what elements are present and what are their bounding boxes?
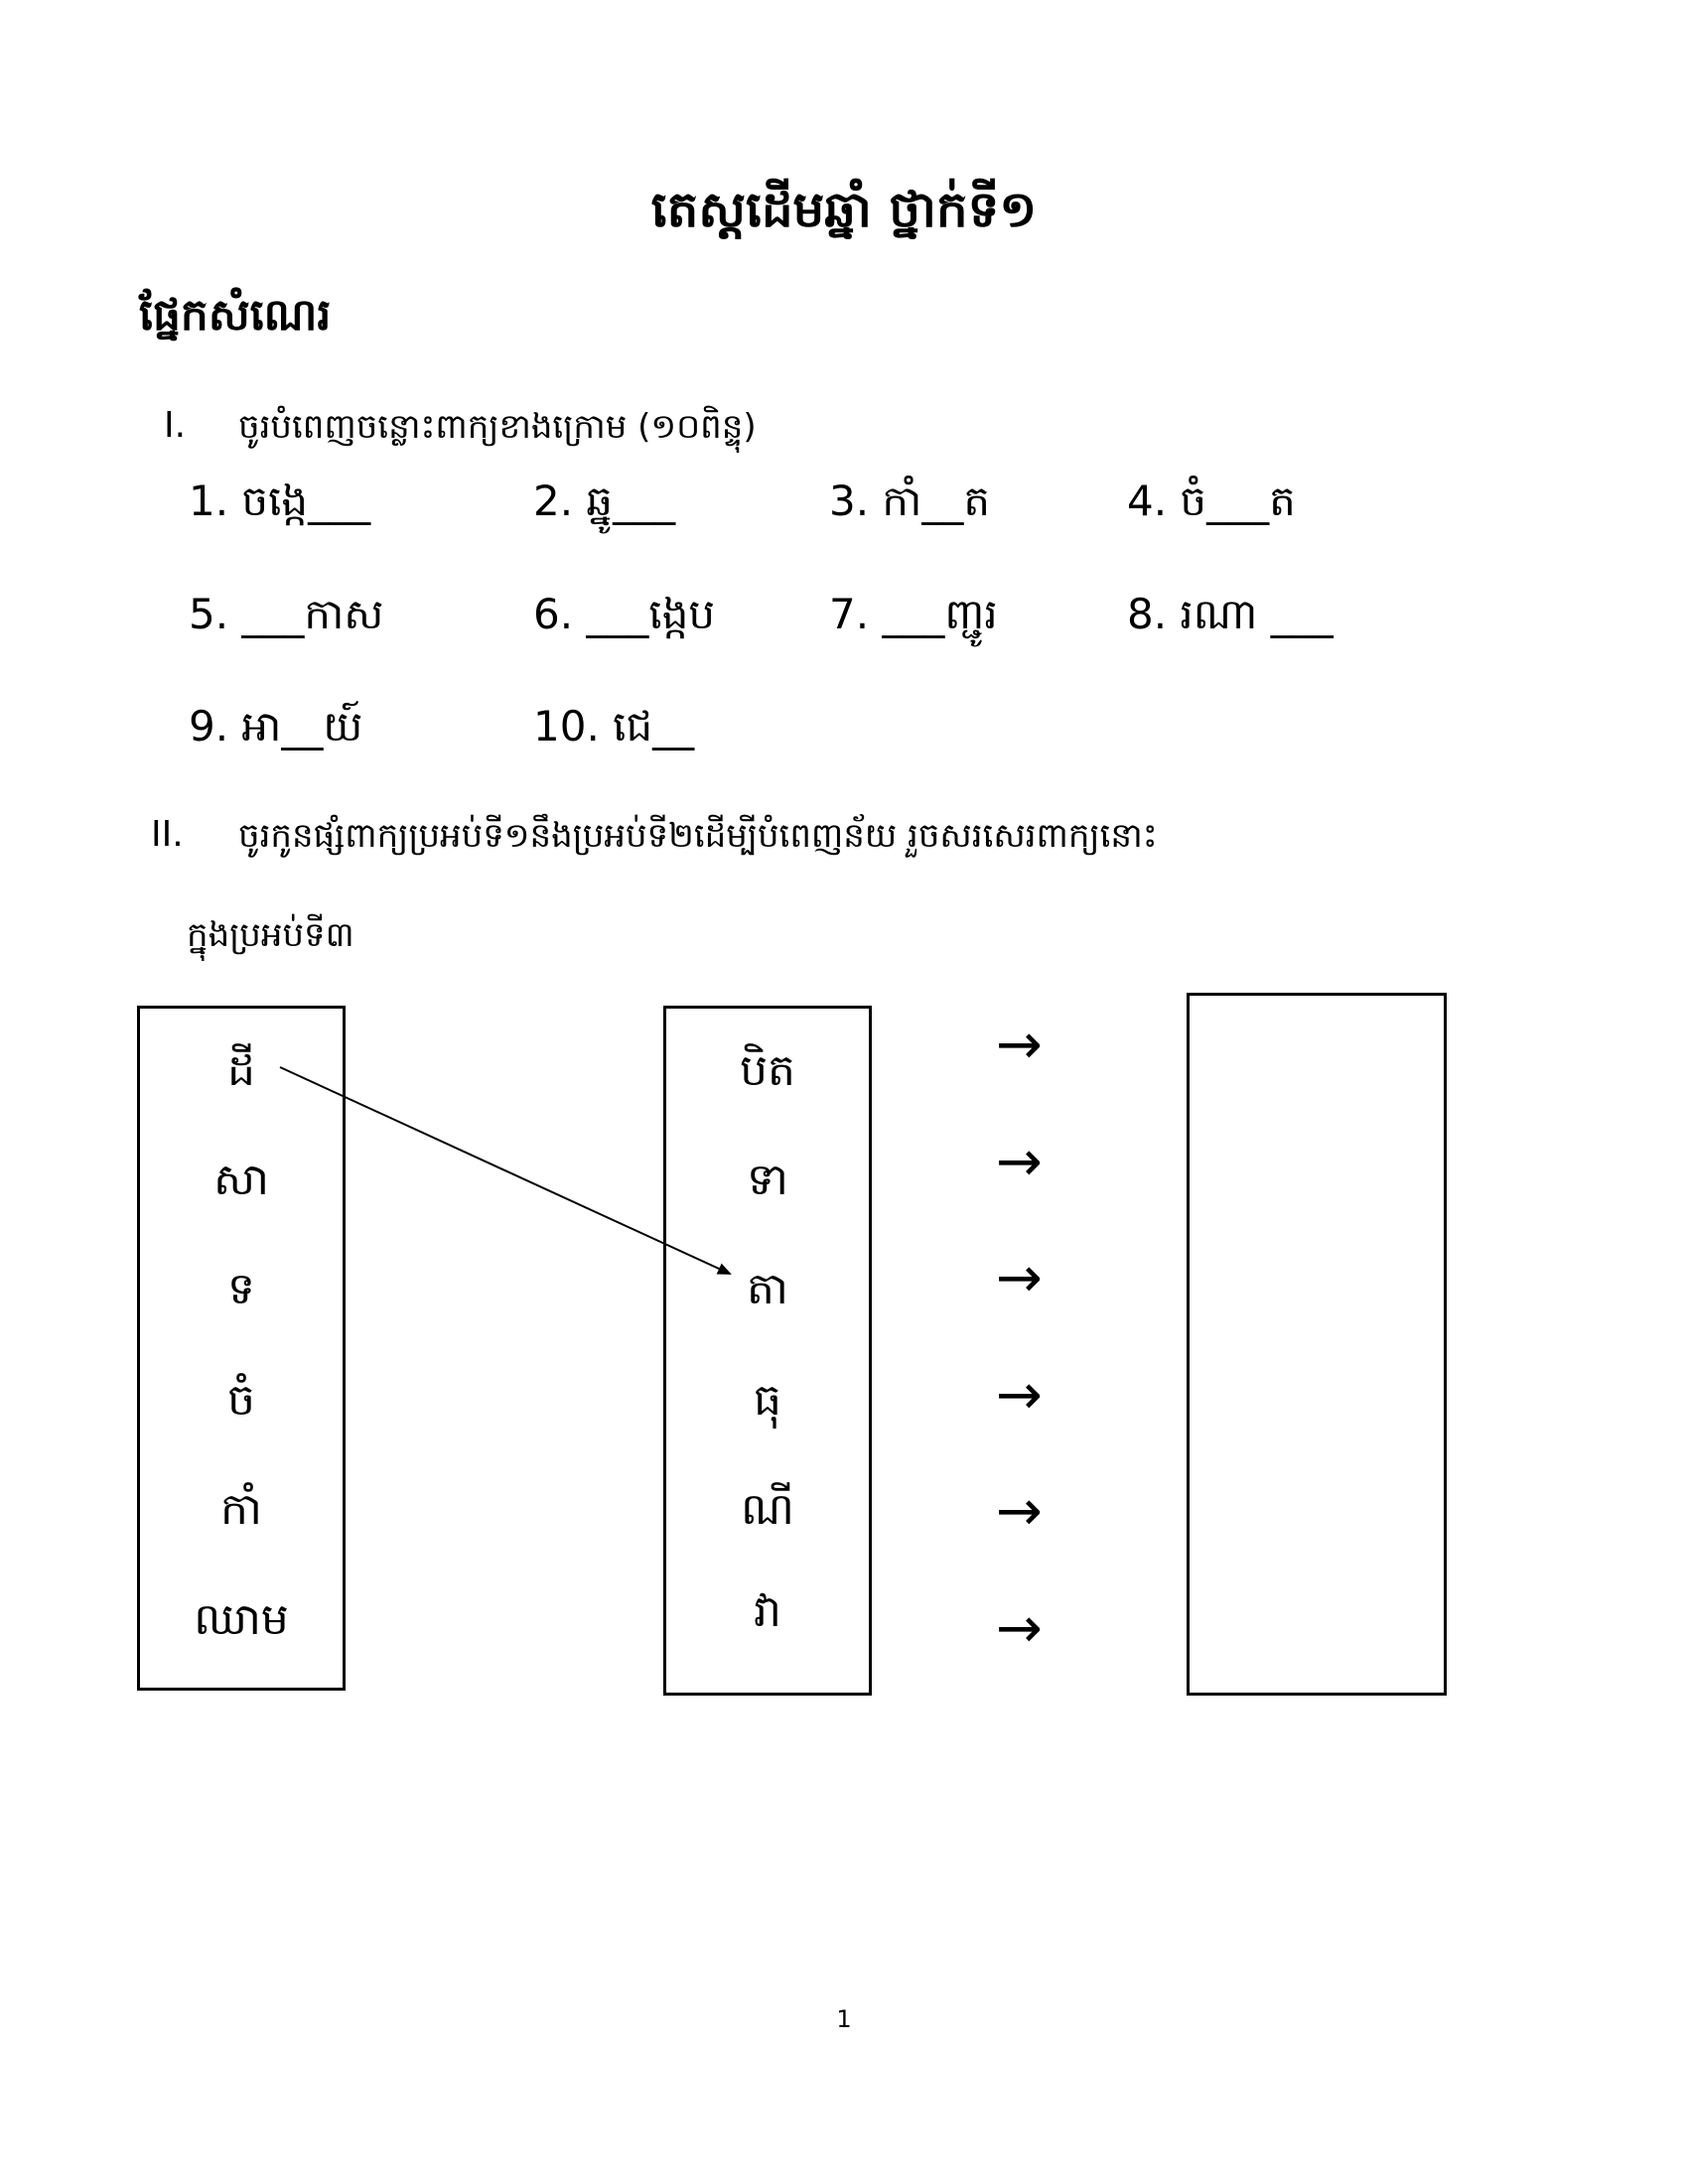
arrow-right-icon: → <box>996 1013 1043 1077</box>
page-number: 1 <box>836 2005 852 2033</box>
box-2-word: បិត <box>740 1045 795 1096</box>
connector-arrow-line <box>280 1067 730 1274</box>
box-1-word: ដី <box>227 1045 255 1096</box>
fill-item-1: 1. ចង្កេ___ <box>189 477 371 525</box>
page-title: តេស្តដើមឆ្នាំ ថ្នាក់ទី១ <box>650 181 1038 238</box>
box-1-word: កាំ <box>220 1484 262 1535</box>
question-2-instruction-line1: ចូរកូនផ្សំពាក្យប្រអប់ទី១នឹងប្រអប់ទី២ដើម្បីបំពេញន័យ រួចសរសេរពាក្យនោះ <box>238 816 1158 856</box>
box-1-word: ចំ <box>227 1375 255 1426</box>
section-heading: ផ្នែកសំណេរ <box>139 290 332 341</box>
fill-item-5: 5. ___កាស <box>189 590 384 638</box>
arrow-right-icon: → <box>996 1479 1043 1544</box>
question-1-instruction: ចូរបំពេញចន្លោះពាក្យខាងក្រោម (១០ពិន្ទុ) <box>238 407 757 447</box>
question-1-number: I. <box>164 405 187 446</box>
arrow-right-icon: → <box>996 1246 1043 1310</box>
box-1-word: ទ <box>227 1264 255 1314</box>
box-2-word: តា <box>747 1264 788 1314</box>
fill-item-7: 7. ___ញ្ជូរ <box>829 590 998 638</box>
box-2-word: វា <box>754 1586 781 1637</box>
arrow-right-icon: → <box>996 1596 1043 1661</box>
fill-item-3: 3. កាំ__ត <box>829 477 991 525</box>
box-2-word: ទា <box>747 1155 788 1205</box>
box-2-word: ធុ <box>754 1375 781 1426</box>
arrow-right-icon: → <box>996 1130 1043 1194</box>
fill-item-2: 2. ឆ្នូ___ <box>533 477 676 525</box>
fill-item-8: 8. រណា ___ <box>1127 590 1334 638</box>
box-1-word: សា <box>213 1155 269 1205</box>
fill-item-4: 4. ចំ___ត <box>1127 477 1296 525</box>
box-1-word: ឈាម <box>194 1594 289 1645</box>
question-2-instruction-line2: ក្នុងប្រអប់ទី៣ <box>187 915 354 955</box>
fill-item-6: 6. ___ង្កេប <box>533 590 716 638</box>
question-2-number: II. <box>151 814 184 855</box>
arrow-right-icon: → <box>996 1363 1043 1428</box>
fill-item-9: 9. អា__យ៍ <box>189 702 363 751</box>
fill-item-10: 10. ជេ__ <box>533 702 695 751</box>
box-2-word: ណី <box>741 1484 794 1535</box>
